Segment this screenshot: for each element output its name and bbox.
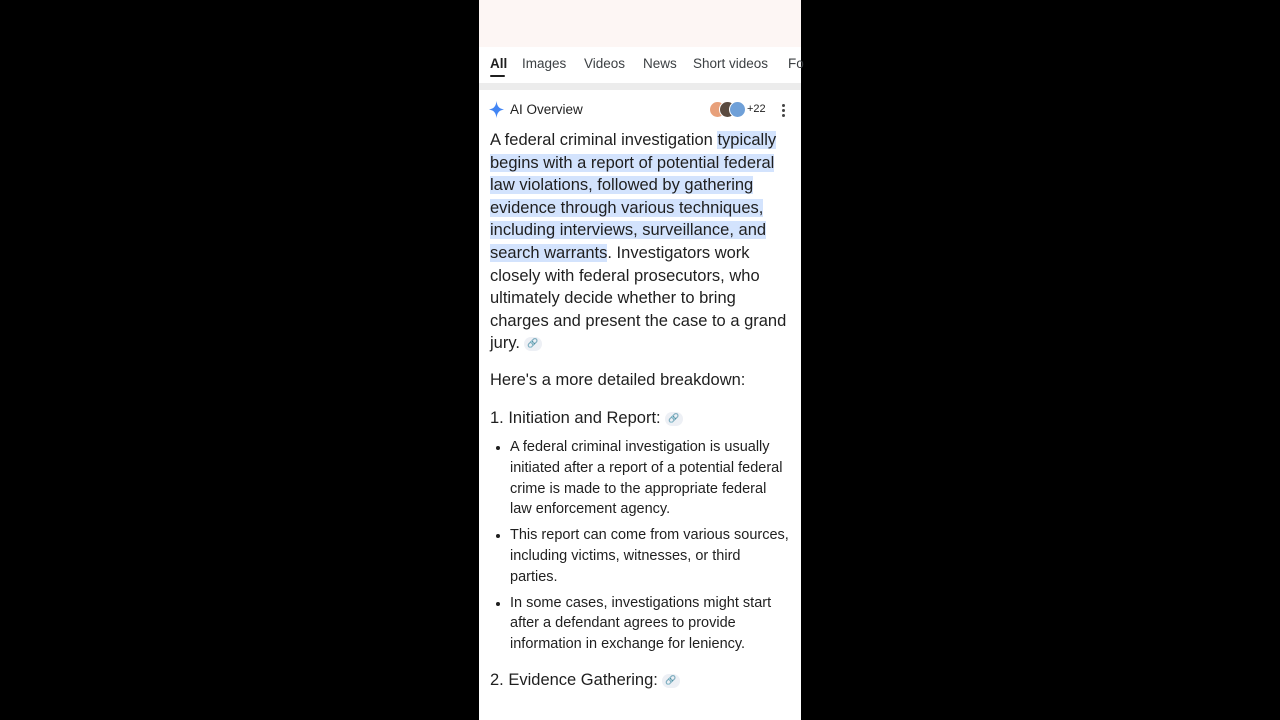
ai-overview-content xyxy=(490,129,790,691)
source-count[interactable]: +22 xyxy=(747,103,766,115)
link-icon[interactable]: 🔗 xyxy=(524,337,542,351)
source-avatar xyxy=(729,101,746,118)
active-tab-indicator xyxy=(490,75,505,77)
highlighted-text: typically begins with a report of potential federal law violations, followed by gathering evidence through various techniques, including interviews, surveillance, and search warrants xyxy=(490,131,777,262)
section-heading: 1. Initiation and Report: 🔗 xyxy=(490,407,790,429)
tab-images[interactable]: Images xyxy=(522,56,567,71)
tab-news[interactable]: News xyxy=(643,56,677,71)
tab-videos[interactable]: Videos xyxy=(584,56,626,71)
list-item: • A federal criminal investigation is usually initiated after a report of a potential federal crime is made to the appropriate federal law enforcement agency. xyxy=(510,437,790,520)
list-item: • In some cases, investigations might start after a defendant agrees to provide information in exchange for leniency. xyxy=(510,593,790,655)
bullet-list xyxy=(490,437,790,655)
ai-overview-title: AI Overview xyxy=(510,102,583,117)
summary-text: A federal criminal investigation xyxy=(490,131,718,149)
tab-short-videos[interactable]: Short videos xyxy=(693,56,769,71)
sparkle-icon xyxy=(489,101,504,118)
overview-summary xyxy=(490,129,790,355)
tab-all[interactable]: All xyxy=(490,56,508,71)
section-divider xyxy=(479,83,801,90)
link-icon[interactable]: 🔗 xyxy=(665,412,683,426)
phone-screen xyxy=(479,0,804,720)
breakdown-intro: Here's a more detailed breakdown: xyxy=(490,370,746,389)
ai-overview-header xyxy=(479,96,801,124)
list-item: • This report can come from various sources, including victims, witnesses, or third parties. xyxy=(510,525,790,587)
source-avatars[interactable] xyxy=(709,101,749,118)
tab-more[interactable]: Fo xyxy=(788,56,804,71)
more-vert-icon[interactable] xyxy=(778,102,788,118)
summary-text-continued: . Investigators work closely with federal prosecutors, who ultimately decide whether to bring charges and present the case to a grand jury. xyxy=(490,243,787,353)
section-heading: 2. Evidence Gathering: 🔗 xyxy=(490,669,790,691)
link-icon[interactable]: 🔗 xyxy=(662,674,680,688)
search-tabs xyxy=(479,47,804,83)
search-header-strip xyxy=(479,0,801,47)
